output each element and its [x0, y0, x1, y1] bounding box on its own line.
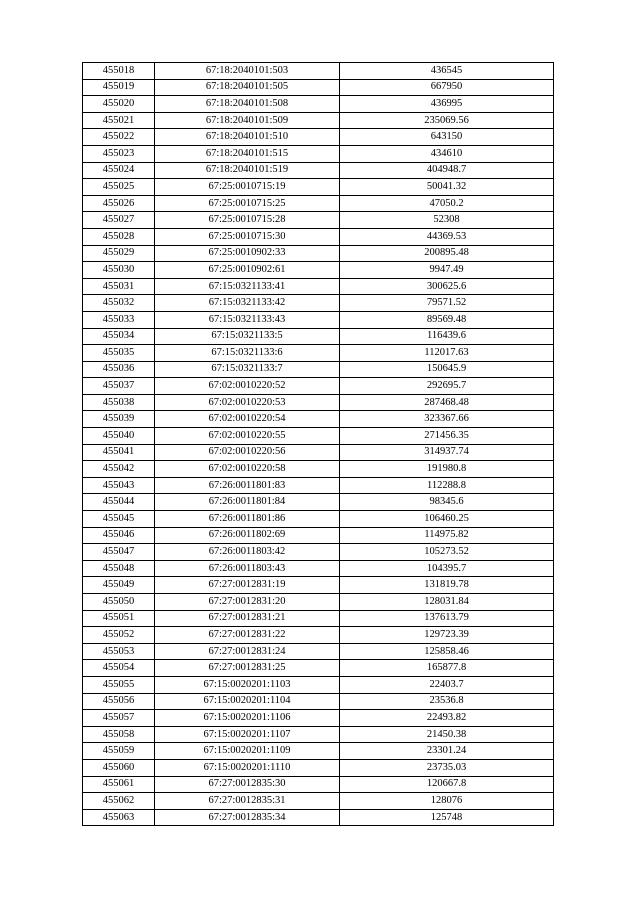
cadastral-number-cell: 67:26:0011801:84 [155, 494, 340, 511]
value-cell: 112288.8 [340, 477, 554, 494]
value-cell: 436995 [340, 96, 554, 113]
value-cell: 47050.2 [340, 195, 554, 212]
cadastral-number-cell: 67:15:0020201:1103 [155, 676, 340, 693]
table-row [83, 195, 554, 212]
table-row [83, 444, 554, 461]
cadastral-number-cell: 67:18:2040101:509 [155, 112, 340, 129]
row-number-cell: 455029 [83, 245, 155, 262]
table-row [83, 759, 554, 776]
cadastral-number-cell: 67:02:0010220:58 [155, 461, 340, 478]
row-number-cell: 455062 [83, 793, 155, 810]
row-number-cell: 455028 [83, 228, 155, 245]
cadastral-number-cell: 67:18:2040101:503 [155, 63, 340, 80]
value-cell: 52308 [340, 212, 554, 229]
table-row [83, 96, 554, 113]
cadastral-number-cell: 67:27:0012831:20 [155, 594, 340, 611]
cadastral-number-cell: 67:02:0010220:56 [155, 444, 340, 461]
row-number-cell: 455020 [83, 96, 155, 113]
value-cell: 9947.49 [340, 262, 554, 279]
value-cell: 191980.8 [340, 461, 554, 478]
table-row [83, 345, 554, 362]
value-cell: 89569.48 [340, 311, 554, 328]
cadastral-number-cell: 67:26:0011803:43 [155, 560, 340, 577]
value-cell: 292695.7 [340, 378, 554, 395]
cadastral-number-cell: 67:18:2040101:510 [155, 129, 340, 146]
table-row [83, 228, 554, 245]
value-cell: 271456.35 [340, 428, 554, 445]
row-number-cell: 455053 [83, 643, 155, 660]
table-row [83, 676, 554, 693]
table-row [83, 378, 554, 395]
cadastral-number-cell: 67:27:0012831:25 [155, 660, 340, 677]
row-number-cell: 455030 [83, 262, 155, 279]
cadastral-value-table [82, 62, 554, 826]
value-cell: 404948.7 [340, 162, 554, 179]
cadastral-number-cell: 67:15:0321133:5 [155, 328, 340, 345]
cadastral-number-cell: 67:27:0012831:22 [155, 627, 340, 644]
row-number-cell: 455059 [83, 743, 155, 760]
table-row [83, 79, 554, 96]
value-cell: 131819.78 [340, 577, 554, 594]
cadastral-number-cell: 67:18:2040101:508 [155, 96, 340, 113]
cadastral-number-cell: 67:02:0010220:55 [155, 428, 340, 445]
cadastral-number-cell: 67:15:0020201:1106 [155, 710, 340, 727]
row-number-cell: 455042 [83, 461, 155, 478]
row-number-cell: 455038 [83, 394, 155, 411]
row-number-cell: 455058 [83, 726, 155, 743]
table-row [83, 112, 554, 129]
row-number-cell: 455019 [83, 79, 155, 96]
value-cell: 128031.84 [340, 594, 554, 611]
cadastral-number-cell: 67:18:2040101:515 [155, 145, 340, 162]
cadastral-number-cell: 67:15:0020201:1107 [155, 726, 340, 743]
value-cell: 165877.8 [340, 660, 554, 677]
row-number-cell: 455023 [83, 145, 155, 162]
table-row [83, 162, 554, 179]
row-number-cell: 455033 [83, 311, 155, 328]
cadastral-number-cell: 67:27:0012831:19 [155, 577, 340, 594]
row-number-cell: 455050 [83, 594, 155, 611]
table-row [83, 428, 554, 445]
value-cell: 287468.48 [340, 394, 554, 411]
cadastral-number-cell: 67:15:0020201:1104 [155, 693, 340, 710]
row-number-cell: 455024 [83, 162, 155, 179]
value-cell: 314937.74 [340, 444, 554, 461]
cadastral-number-cell: 67:25:0010715:28 [155, 212, 340, 229]
value-cell: 22493.82 [340, 710, 554, 727]
row-number-cell: 455054 [83, 660, 155, 677]
table-row [83, 809, 554, 826]
cadastral-number-cell: 67:18:2040101:519 [155, 162, 340, 179]
table-row [83, 311, 554, 328]
row-number-cell: 455057 [83, 710, 155, 727]
table-row [83, 743, 554, 760]
value-cell: 112017.63 [340, 345, 554, 362]
cadastral-number-cell: 67:18:2040101:505 [155, 79, 340, 96]
table-row [83, 295, 554, 312]
cadastral-number-cell: 67:27:0012835:31 [155, 793, 340, 810]
value-cell: 79571.52 [340, 295, 554, 312]
value-cell: 116439.6 [340, 328, 554, 345]
table-body [83, 63, 554, 826]
row-number-cell: 455048 [83, 560, 155, 577]
table-row [83, 577, 554, 594]
cadastral-number-cell: 67:15:0020201:1109 [155, 743, 340, 760]
value-cell: 21450.38 [340, 726, 554, 743]
row-number-cell: 455052 [83, 627, 155, 644]
row-number-cell: 455018 [83, 63, 155, 80]
row-number-cell: 455055 [83, 676, 155, 693]
value-cell: 128076 [340, 793, 554, 810]
row-number-cell: 455046 [83, 527, 155, 544]
cadastral-number-cell: 67:26:0011801:86 [155, 511, 340, 528]
table-row [83, 544, 554, 561]
table-row [83, 793, 554, 810]
table-row [83, 693, 554, 710]
cadastral-number-cell: 67:25:0010902:61 [155, 262, 340, 279]
row-number-cell: 455031 [83, 278, 155, 295]
table-row [83, 627, 554, 644]
table-row [83, 245, 554, 262]
value-cell: 23536.8 [340, 693, 554, 710]
value-cell: 235069.56 [340, 112, 554, 129]
table-row [83, 660, 554, 677]
row-number-cell: 455041 [83, 444, 155, 461]
value-cell: 98345.6 [340, 494, 554, 511]
value-cell: 129723.39 [340, 627, 554, 644]
cadastral-number-cell: 67:26:0011802:69 [155, 527, 340, 544]
cadastral-number-cell: 67:27:0012835:30 [155, 776, 340, 793]
cadastral-number-cell: 67:15:0321133:7 [155, 361, 340, 378]
table-row [83, 262, 554, 279]
table-row [83, 212, 554, 229]
table-row [83, 643, 554, 660]
cadastral-number-cell: 67:25:0010902:33 [155, 245, 340, 262]
table-row [83, 461, 554, 478]
value-cell: 434610 [340, 145, 554, 162]
value-cell: 137613.79 [340, 610, 554, 627]
row-number-cell: 455044 [83, 494, 155, 511]
value-cell: 44369.53 [340, 228, 554, 245]
table-row [83, 179, 554, 196]
value-cell: 436545 [340, 63, 554, 80]
row-number-cell: 455037 [83, 378, 155, 395]
cadastral-number-cell: 67:25:0010715:19 [155, 179, 340, 196]
value-cell: 125858.46 [340, 643, 554, 660]
cadastral-number-cell: 67:27:0012835:34 [155, 809, 340, 826]
value-cell: 667950 [340, 79, 554, 96]
cadastral-number-cell: 67:26:0011803:42 [155, 544, 340, 561]
row-number-cell: 455060 [83, 759, 155, 776]
row-number-cell: 455040 [83, 428, 155, 445]
cadastral-number-cell: 67:02:0010220:54 [155, 411, 340, 428]
table-row [83, 477, 554, 494]
value-cell: 104395.7 [340, 560, 554, 577]
cadastral-number-cell: 67:02:0010220:52 [155, 378, 340, 395]
row-number-cell: 455045 [83, 511, 155, 528]
row-number-cell: 455063 [83, 809, 155, 826]
cadastral-number-cell: 67:15:0321133:42 [155, 295, 340, 312]
row-number-cell: 455025 [83, 179, 155, 196]
table-row [83, 328, 554, 345]
cadastral-number-cell: 67:15:0020201:1110 [155, 759, 340, 776]
value-cell: 22403.7 [340, 676, 554, 693]
row-number-cell: 455049 [83, 577, 155, 594]
row-number-cell: 455032 [83, 295, 155, 312]
table-row [83, 776, 554, 793]
row-number-cell: 455061 [83, 776, 155, 793]
row-number-cell: 455047 [83, 544, 155, 561]
table-row [83, 63, 554, 80]
value-cell: 23735.03 [340, 759, 554, 776]
value-cell: 105273.52 [340, 544, 554, 561]
table-row [83, 278, 554, 295]
table-row [83, 594, 554, 611]
cadastral-number-cell: 67:15:0321133:43 [155, 311, 340, 328]
table-row [83, 710, 554, 727]
cadastral-number-cell: 67:25:0010715:25 [155, 195, 340, 212]
cadastral-number-cell: 67:27:0012831:24 [155, 643, 340, 660]
table-row [83, 145, 554, 162]
cadastral-number-cell: 67:27:0012831:21 [155, 610, 340, 627]
table-row [83, 511, 554, 528]
cadastral-number-cell: 67:26:0011801:83 [155, 477, 340, 494]
cadastral-number-cell: 67:15:0321133:41 [155, 278, 340, 295]
row-number-cell: 455043 [83, 477, 155, 494]
value-cell: 643150 [340, 129, 554, 146]
table-row [83, 411, 554, 428]
value-cell: 323367.66 [340, 411, 554, 428]
row-number-cell: 455034 [83, 328, 155, 345]
table-row [83, 129, 554, 146]
value-cell: 23301.24 [340, 743, 554, 760]
row-number-cell: 455056 [83, 693, 155, 710]
row-number-cell: 455021 [83, 112, 155, 129]
value-cell: 300625.6 [340, 278, 554, 295]
value-cell: 106460.25 [340, 511, 554, 528]
value-cell: 120667.8 [340, 776, 554, 793]
cadastral-number-cell: 67:02:0010220:53 [155, 394, 340, 411]
row-number-cell: 455027 [83, 212, 155, 229]
table-row [83, 527, 554, 544]
value-cell: 114975.82 [340, 527, 554, 544]
value-cell: 150645.9 [340, 361, 554, 378]
value-cell: 125748 [340, 809, 554, 826]
row-number-cell: 455035 [83, 345, 155, 362]
cadastral-number-cell: 67:15:0321133:6 [155, 345, 340, 362]
table-row [83, 560, 554, 577]
table-row [83, 361, 554, 378]
row-number-cell: 455036 [83, 361, 155, 378]
row-number-cell: 455051 [83, 610, 155, 627]
row-number-cell: 455026 [83, 195, 155, 212]
value-cell: 200895.48 [340, 245, 554, 262]
value-cell: 50041.32 [340, 179, 554, 196]
row-number-cell: 455022 [83, 129, 155, 146]
row-number-cell: 455039 [83, 411, 155, 428]
table-row [83, 726, 554, 743]
cadastral-number-cell: 67:25:0010715:30 [155, 228, 340, 245]
table-row [83, 394, 554, 411]
table-row [83, 494, 554, 511]
table-row [83, 610, 554, 627]
